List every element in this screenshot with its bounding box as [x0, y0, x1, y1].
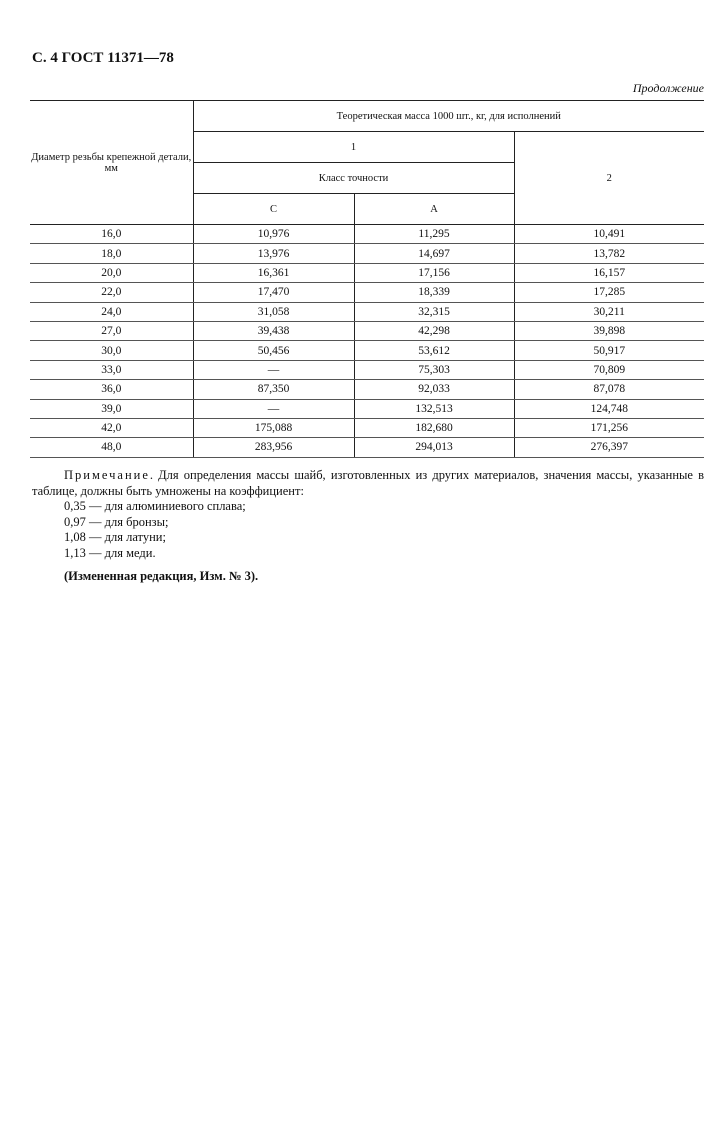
header-variant-1: 1 — [193, 132, 514, 163]
header-accuracy-class: Класс точности — [193, 163, 514, 194]
cell-class-c: 10,976 — [193, 225, 354, 244]
cell-variant-2: 10,491 — [514, 225, 704, 244]
cell-diameter: 33,0 — [30, 360, 193, 379]
header-diameter: Диаметр резьбы крепежной детали, мм — [31, 151, 192, 174]
cell-class-a: 294,013 — [354, 438, 514, 457]
cell-variant-2: 30,211 — [514, 302, 704, 321]
mass-table — [30, 100, 704, 458]
note — [32, 468, 704, 585]
table-row — [30, 399, 704, 418]
cell-class-a: 32,315 — [354, 302, 514, 321]
cell-class-c: 39,438 — [193, 321, 354, 340]
cell-variant-2: 16,157 — [514, 263, 704, 282]
cell-class-c: 283,956 — [193, 438, 354, 457]
cell-class-c: — — [193, 360, 354, 379]
table-row — [30, 321, 704, 340]
table-row — [30, 244, 704, 263]
note-item: 0,97 — для бронзы; — [64, 514, 169, 529]
cell-class-a: 11,295 — [354, 225, 514, 244]
cell-diameter: 42,0 — [30, 418, 193, 437]
cell-class-a: 92,033 — [354, 380, 514, 399]
cell-class-a: 18,339 — [354, 283, 514, 302]
cell-class-a: 75,303 — [354, 360, 514, 379]
note-paragraph — [32, 468, 704, 499]
cell-diameter: 48,0 — [30, 438, 193, 457]
cell-class-a: 182,680 — [354, 418, 514, 437]
cell-class-a: 14,697 — [354, 244, 514, 263]
cell-variant-2: 87,078 — [514, 380, 704, 399]
note-item: 0,35 — для алюминиевого сплава; — [64, 499, 246, 513]
header-class-c: C — [193, 194, 354, 225]
cell-diameter: 27,0 — [30, 321, 193, 340]
cell-diameter: 36,0 — [30, 380, 193, 399]
table-row — [30, 418, 704, 437]
cell-class-c: 31,058 — [193, 302, 354, 321]
cell-variant-2: 50,917 — [514, 341, 704, 360]
cell-class-c: 13,976 — [193, 244, 354, 263]
table-row — [30, 283, 704, 302]
table-row — [30, 438, 704, 457]
cell-diameter: 20,0 — [30, 263, 193, 282]
note-text: . Для определения массы шайб, изготовленных из других материалов, значения массы, указанные в таблице, должны быть умножены на коэффициент: — [32, 468, 704, 498]
cell-diameter: 39,0 — [30, 399, 193, 418]
cell-variant-2: 13,782 — [514, 244, 704, 263]
cell-variant-2: 171,256 — [514, 418, 704, 437]
cell-class-a: 17,156 — [354, 263, 514, 282]
cell-class-c: 16,361 — [193, 263, 354, 282]
cell-diameter: 22,0 — [30, 283, 193, 302]
cell-variant-2: 39,898 — [514, 321, 704, 340]
note-item: 1,13 — для меди. — [64, 545, 156, 560]
cell-variant-2: 70,809 — [514, 360, 704, 379]
header-mass: Теоретическая масса 1000 шт., кг, для исполнений — [193, 101, 704, 132]
table-row — [30, 360, 704, 379]
cell-class-c: 87,350 — [193, 380, 354, 399]
continuation-label: Продолжение — [632, 81, 704, 95]
table-row — [30, 341, 704, 360]
cell-class-c: — — [193, 399, 354, 418]
cell-class-a: 132,513 — [354, 399, 514, 418]
cell-variant-2: 276,397 — [514, 438, 704, 457]
amendment-note: (Измененная редакция, Изм. № 3). — [64, 569, 259, 583]
note-item: 1,08 — для латуни; — [64, 530, 166, 544]
cell-diameter: 18,0 — [30, 244, 193, 263]
header-variant-2: 2 — [514, 132, 704, 225]
cell-variant-2: 124,748 — [514, 399, 704, 418]
cell-class-c: 50,456 — [193, 341, 354, 360]
cell-variant-2: 17,285 — [514, 283, 704, 302]
cell-diameter: 30,0 — [30, 341, 193, 360]
cell-diameter: 24,0 — [30, 302, 193, 321]
cell-diameter: 16,0 — [30, 225, 193, 244]
header-class-a: A — [354, 194, 514, 225]
cell-class-c: 175,088 — [193, 418, 354, 437]
table-row — [30, 380, 704, 399]
note-label: Примечание — [64, 468, 150, 482]
cell-class-a: 42,298 — [354, 321, 514, 340]
table-row — [30, 302, 704, 321]
page-title: С. 4 ГОСТ 11371—78 — [32, 50, 174, 66]
table-row — [30, 225, 704, 244]
table-row — [30, 263, 704, 282]
cell-class-a: 53,612 — [354, 341, 514, 360]
cell-class-c: 17,470 — [193, 283, 354, 302]
